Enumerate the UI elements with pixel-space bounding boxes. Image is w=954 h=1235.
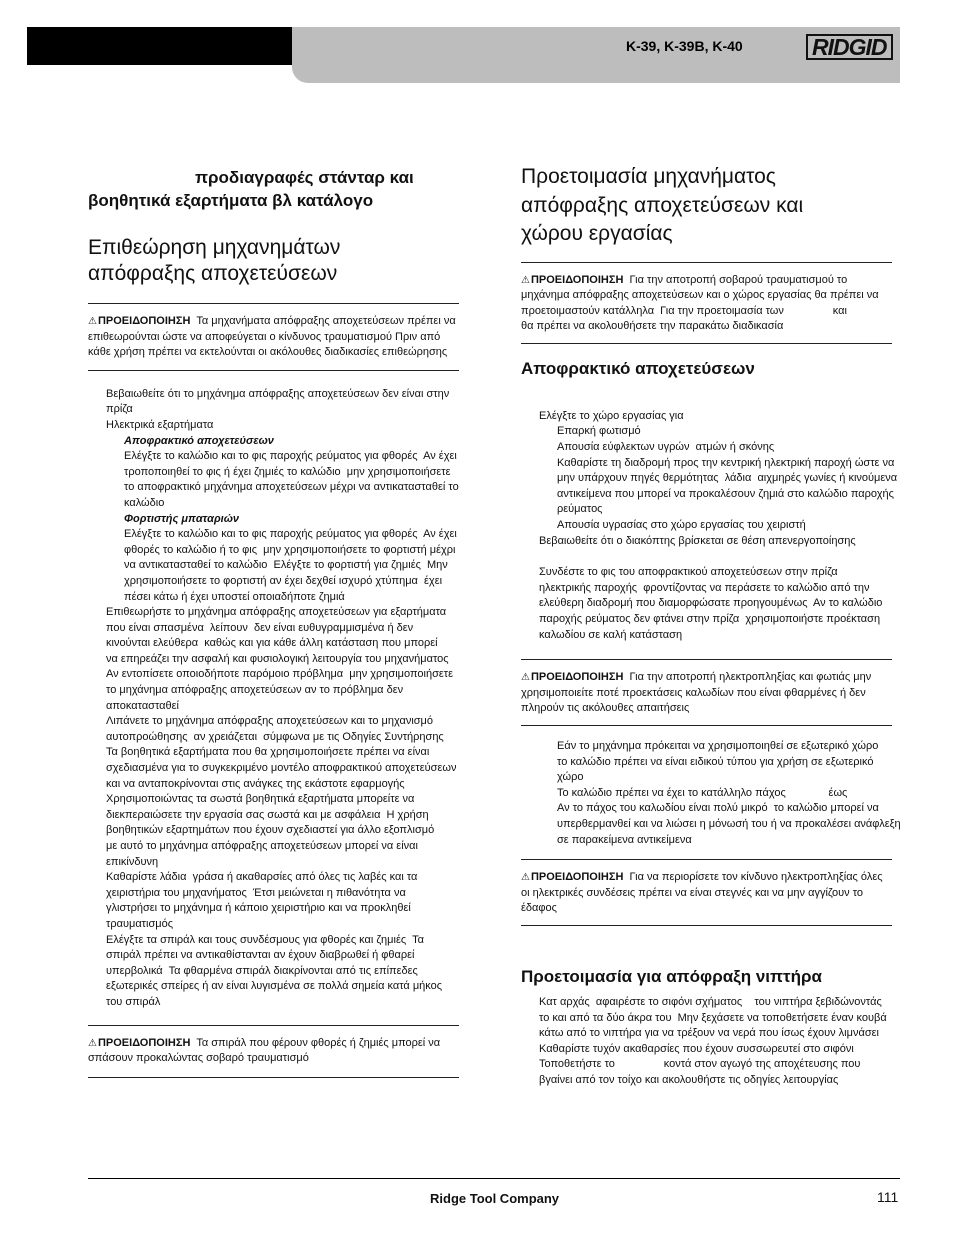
specs-heading: προδιαγραφές στάνταρ και: [195, 168, 414, 187]
warning-box: ⚠ΠΡΟΕΙΔΟΠΟΙΗΣΗ Για να περιορίσετε τον κίνδυνο ηλεκτροπληξίας όλες οι ηλεκτρικές συνδέσεις πρέπει να είναι στεγνές και να μην αγγίζουν το έδαφος: [521, 871, 883, 915]
list-item: το και από τα δύο άκρα του Μην ξεχάσετε να τοποθετήσετε έναν κουβά: [539, 1011, 887, 1024]
list-item: Επαρκή φωτισμό: [557, 425, 641, 438]
list-item: σπιράλ πρέπει να αντικαθίστανται αν έχουν διαβρωθεί ή φθαρεί: [106, 949, 415, 962]
list-item: μην υπάρχουν πηγές θερμότητας λάδια αιχμηρές γωνίες ή κινούμενα: [557, 472, 898, 485]
divider: [88, 370, 459, 371]
list-item: το καλώδιο πρέπει να είναι ειδικού τύπου για χρήση σε εξωτερικό: [557, 755, 874, 768]
prep-heading: Προετοιμασία μηχανήματος απόφραξης αποχετεύσεων και χώρου εργασίας: [521, 165, 804, 245]
list-item: Αν το πάχος του καλωδίου είναι πολύ μικρό το καλώδιο μπορεί να: [557, 802, 879, 815]
header-gray-tab: [292, 65, 900, 83]
list-item: αντικείμενα που μπορεί να προκαλέσουν ζημιά στο καλώδιο παροχής: [557, 487, 894, 500]
list-item: βγαίνει από τον τοίχο και ακολουθήστε τις οδηγίες λειτουργίας: [539, 1073, 839, 1086]
list-item: να αντικατασταθεί το καλώδιο Ελέγξτε το φορτιστή για ζημιές Μην: [124, 559, 448, 572]
list-item: χρησιμοποιήσετε το φορτιστή αν έχει δεχθεί ισχυρό χτύπημα έχει: [124, 574, 443, 587]
list-item: του σπιράλ: [106, 995, 161, 1008]
list-item: το μηχάνημα απόφραξης αποχετεύσεων αν το πρόβλημα δεν: [106, 684, 404, 697]
list-item: χώρο: [557, 771, 584, 784]
warning-icon: ⚠: [521, 872, 530, 884]
warning-icon: ⚠: [88, 316, 97, 327]
list-item: επικίνδυνη: [106, 855, 159, 868]
left-column: [88, 166, 459, 1078]
list-item: με αυτό το μηχάνημα απόφραξης αποχετεύσεων μπορεί να είναι: [106, 840, 418, 852]
divider: [88, 1077, 459, 1078]
list-item: γλιστρήσει το μηχάνημα ή κάποιο χειριστήριο και να προκληθεί: [106, 902, 411, 915]
list-item: εξωτερικές σπείρες ή αν είναι λυγισμένα σε πολλά σημεία κατά μήκος: [106, 980, 443, 993]
list-item: Καθαρίστε λάδια γράσα ή ακαθαρσίες από όλες τις λαβές και τα: [106, 871, 418, 884]
list-item: κινούνται ελεύθερα καθώς και για κάθε άλλη κατάσταση που μπορεί: [106, 637, 438, 650]
list-item: Απουσία υγρασίας στο χώρο εργασίας του χειριστή: [557, 519, 806, 532]
list-item: Βεβαιωθείτε ότι ο διακόπτης βρίσκεται σε θέση απενεργοποίησης: [539, 534, 856, 547]
list-item: σε παρακείμενα αντικείμενα: [557, 833, 692, 846]
list-item: Το καλώδιο πρέπει να έχει το κατάλληλο πάχος έως: [557, 786, 848, 799]
list-item: Συνδέστε το φις του αποφρακτικού αποχετεύσεων στην πρίζα: [539, 566, 838, 579]
sink-drain-heading: Προετοιμασία για απόφραξη νιπτήρα: [521, 966, 822, 986]
list-item: να επηρεάζει την ασφαλή και φυσιολογική λειτουργία του μηχανήματος: [106, 652, 449, 665]
sink-prep-list: [521, 995, 892, 1089]
list-item: υπερθερμανθεί και να λιώσει η μόνωσή του ή να προκαλέσει ανάφλεξη: [557, 817, 901, 830]
header-black-bar: [27, 27, 292, 65]
specs-heading-line2: βοηθητικά εξαρτήματα βλ κατάλογο: [88, 191, 374, 210]
list-item: τροποποιηθεί το φις ή έχει ζημιές το καλώδιο μην χρησιμοποιήσετε: [124, 465, 451, 478]
list-item: χειριστήρια του μηχανήματος Έτσι μειώνεται η πιθανότητα να: [106, 886, 406, 899]
ridgid-logo: RIDGID: [806, 34, 893, 60]
list-item: υπερβολικά Τα φθαρμένα σπιράλ διακρίνονται από τις επίπεδες: [106, 964, 418, 977]
list-item: σχεδιασμένα για το συγκεκριμένο μοντέλο αποφρακτικού αποχετεύσεων: [106, 762, 457, 775]
divider: [521, 343, 892, 344]
extension-cord-list: [521, 739, 901, 848]
list-item: κάτω από το νιπτήρα για να τρέξουν να νερά που ίσως έχουν λιμνάσει: [539, 1027, 879, 1040]
list-item: Λιπάνετε το μηχάνημα απόφραξης αποχετεύσεων και το μηχανισμό: [106, 715, 434, 728]
footer-rule: [88, 1178, 900, 1179]
divider: [521, 725, 892, 726]
list-item: καλώδιο: [124, 496, 165, 509]
list-item: Βεβαιωθείτε ότι το μηχάνημα απόφραξης αποχετεύσεων δεν είναι στην: [106, 387, 450, 400]
list-item: Επιθεωρήστε το μηχάνημα απόφραξης αποχετεύσεων για εξαρτήματα: [106, 606, 447, 619]
list-item: Τα βοηθητικά εξαρτήματα που θα χρησιμοποιήσετε πρέπει να είναι: [106, 746, 430, 759]
list-item: βοηθητικών εξαρτημάτων που έχουν σχεδιαστεί για άλλο εξοπλισμό: [106, 824, 435, 837]
list-item: Ελέγξτε το καλώδιο και το φις παροχής ρεύματος για φθορές Αν έχει: [124, 528, 457, 541]
list-item: Αν εντοπίσετε οποιοδήποτε παρόμοιο πρόβλημα μην χρησιμοποιήσετε: [106, 668, 454, 681]
list-item: Απουσία εύφλεκτων υγρών ατμών ή σκόνης: [557, 441, 775, 454]
warning-box: ⚠ΠΡΟΕΙΔΟΠΟΙΗΣΗ Για την αποτροπή ηλεκτροπληξίας και φωτιάς μην χρησιμοποιείτε ποτέ προεκτάσεις καλωδίων που είναι φθαρμένες ή δεν πληρούν τις ακόλουθες απαιτήσεις: [521, 671, 872, 715]
list-item: ηλεκτρικής παροχής φροντίζοντας να περάσετε το καλώδιο από την: [539, 581, 870, 594]
list-item: Εάν το μηχάνημα πρόκειται να χρησιμοποιηθεί σε εξωτερικό χώρο: [557, 739, 879, 752]
warning-box: ⚠ΠΡΟΕΙΔΟΠΟΙΗΣΗ Για την αποτροπή σοβαρού τραυματισμού το μηχάνημα απόφραξης αποχετεύσεων και ο χώρος εργασίας θα πρέπει να προετοιμαστούν κατάλληλα Για την προετοιμασία των και θα πρέπει να ακολουθήσετε την παρακάτω διαδικασία: [521, 273, 879, 333]
list-item: πέσει κάτω ή έχει υποστεί οποιαδήποτε ζημιά: [124, 590, 345, 603]
divider: [521, 925, 892, 926]
warning-icon: ⚠: [521, 672, 530, 684]
list-item: Ηλεκτρικά εξαρτήματα: [106, 418, 214, 431]
list-item: αποκατασταθεί: [106, 699, 179, 712]
list-item: πρίζα: [106, 403, 133, 416]
list-item: ελεύθερη διαδρομή που διαμορφώσατε προηγουμένως Αν το καλώδιο: [539, 597, 883, 610]
list-item: Ελέγξτε το χώρο εργασίας για: [539, 409, 684, 422]
list-item: τραυματισμός: [106, 917, 174, 930]
list-item: που είναι σπασμένα λείπουν δεν είναι ευθυγραμμισμένα ή δεν: [106, 621, 414, 634]
warning-box: ⚠ΠΡΟΕΙΔΟΠΟΙΗΣΗ Τα σπιράλ που φέρουν φθορές ή ζημιές μπορεί να σπάσουν προκαλώντας σοβαρό τραυματισμό: [88, 1036, 441, 1065]
inspection-list: [88, 387, 459, 1011]
list-item: φθορές το καλώδιο ή το φις μην χρησιμοποιήσετε το φορτιστή μέχρι: [124, 543, 456, 556]
list-item: Φορτιστής μπαταριών: [124, 512, 240, 525]
list-item: Κατ αρχάς αφαιρέστε το σιφόνι σχήματος του νιπτήρα ξεβιδώνοντάς: [539, 995, 882, 1008]
footer-company: Ridge Tool Company: [430, 1191, 560, 1206]
list-item: Αποφρακτικό αποχετεύσεων: [124, 434, 274, 447]
list-item: Ελέγξτε το καλώδιο και το φις παροχής ρεύματος για φθορές Αν έχει: [124, 450, 457, 463]
list-item: Καθαρίστε τυχόν ακαθαρσίες που έχουν συσσωρευτεί στο σιφόνι: [539, 1042, 854, 1055]
list-item: καλωδίου σε καλή κατάσταση: [539, 628, 683, 641]
list-item: παροχής ρεύματος δεν φτάνει στην πρίζα χρησιμοποιήστε προέκταση: [539, 613, 881, 625]
list-item: το αποφρακτικό μηχάνημα αποχετεύσεων μέχρι να αντικατασταθεί το: [124, 481, 459, 494]
list-item: Τοποθετήστε το κοντά στον αγωγό της αποχέτευσης που: [539, 1058, 861, 1071]
plug-list: [521, 565, 892, 643]
page-number: 111: [877, 1189, 899, 1205]
warning-icon: ⚠: [521, 274, 530, 286]
list-item: αυτοπροώθησης αν χρειάζεται σύμφωνα με τις Οδηγίες Συντήρησης: [106, 730, 444, 743]
model-number: K-39, K-39B, K-40: [626, 38, 743, 54]
list-item: Ελέγξτε τα σπιράλ και τους συνδέσμους για φθορές και ζημιές Τα: [106, 933, 424, 946]
inspection-heading: Επιθεώρηση μηχανημάτων απόφραξης αποχετεύσεων: [88, 236, 341, 285]
list-item: ρεύματος: [557, 503, 603, 516]
list-item: Χρησιμοποιώντας τα σωστά βοηθητικά εξαρτήματα μπορείτε να: [106, 793, 415, 806]
warning-box: ⚠ΠΡΟΕΙΔΟΠΟΙΗΣΗ Τα μηχανήματα απόφραξης αποχετεύσεων πρέπει να επιθεωρούνται ώστε να αποφεύγεται ο κίνδυνος τραυματισμού Πριν από κάθε χρήση πρέπει να εκτελούνται οι ακόλουθες διαδικασίες επιθεώρησης: [88, 315, 456, 359]
sub-heading-drain-cleaner: Αποφρακτικό αποχετεύσεων: [521, 358, 755, 378]
worksite-list: [521, 409, 898, 549]
list-item: και να ανταποκρίνονται στις ανάγκες της εκάστοτε εφαρμογής: [106, 777, 405, 790]
warning-icon: ⚠: [88, 1037, 97, 1049]
list-item: διεκπεραιώσετε την εργασία σας σωστά και με ασφάλεια Η χρήση: [106, 808, 429, 821]
right-column: [521, 163, 901, 1088]
list-item: Καθαρίστε τη διαδρομή προς την κεντρική ηλεκτρική παροχή ώστε να: [557, 456, 895, 469]
